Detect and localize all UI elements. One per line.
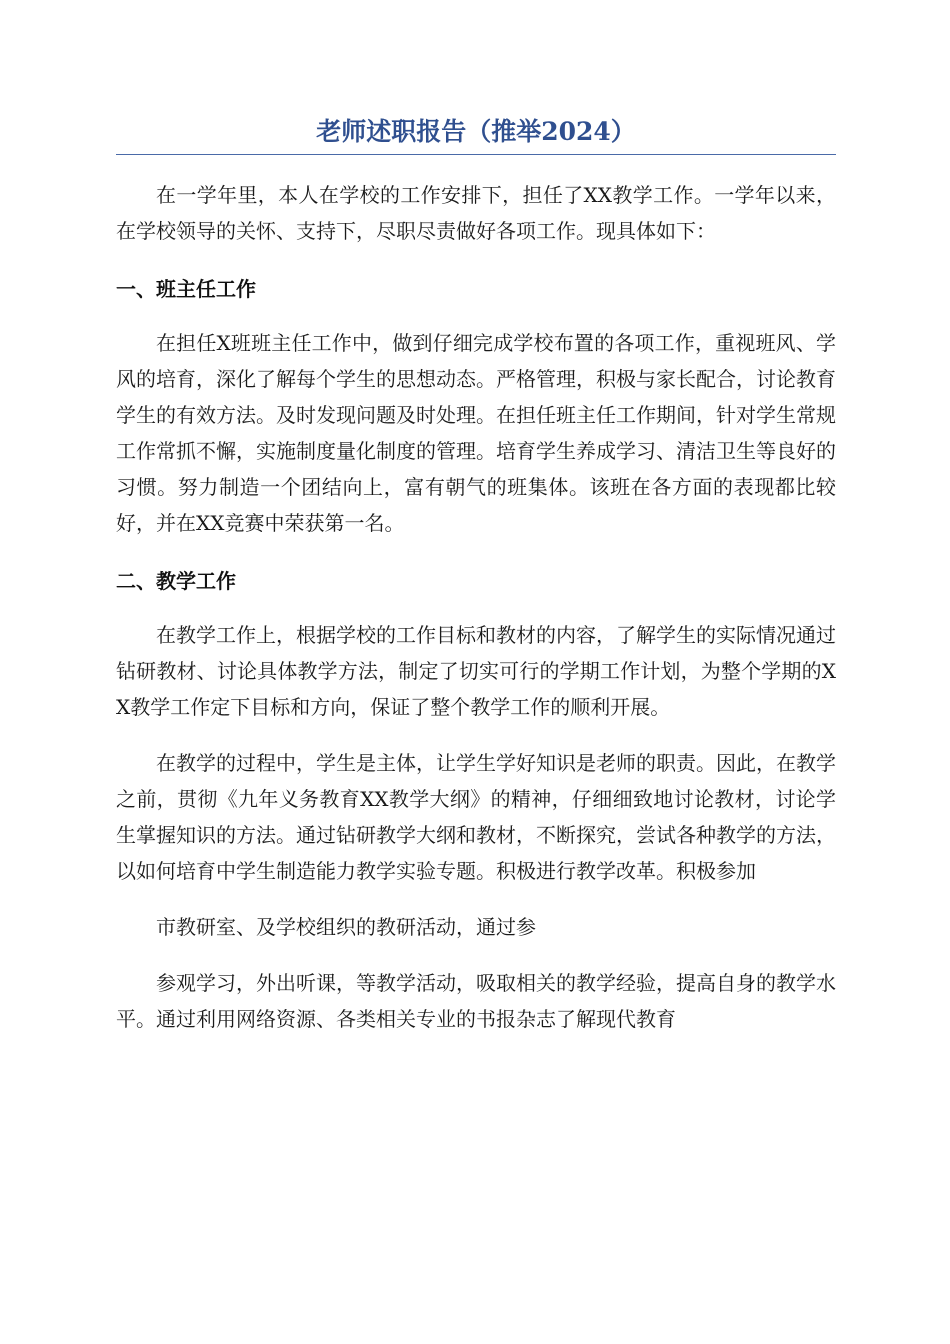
section1-heading: 一、班主任工作: [116, 277, 256, 301]
section2-heading: 二、教学工作: [116, 569, 236, 593]
section1-paragraph: 在担任X班班主任工作中，做到仔细完成学校布置的各项工作，重视班风、学风的培育，深化了解每个学生的思想动态。严格管理，积极与家长配合，讨论教育学生的有效方法。及时发现问题及时处理。在担任班主任工作期间，针对学生常规工作常抓不懈，实施制度量化制度的管理。培育学生养成学习、清洁卫生等良好的习惯。努力制造一个团结向上，富有朝气的班集体。该班在各方面的表现都比较好，并在XX竞赛中荣获第一名。: [116, 331, 836, 535]
document-body: [116, 112, 836, 1037]
document-title: 老师述职报告（推举2024）: [116, 112, 836, 155]
section2-paragraph-2: 在教学的过程中，学生是主体，让学生学好知识是老师的职责。因此，在教学之前，贯彻《九年义务教育XX教学大纲》的精神，仔细细致地讨论教材，讨论学生掌握知识的方法。通过钻研教学大纲和教材，不断探究，尝试各种教学的方法，以如何培育中学生制造能力教学实验专题。积极进行教学改革。积极参加: [116, 751, 836, 883]
section2-paragraph-3: 市教研室、及学校组织的教研活动，通过参: [156, 915, 536, 939]
intro-paragraph: 在一学年里，本人在学校的工作安排下，担任了XX教学工作。一学年以来，在学校领导的关怀、支持下，尽职尽责做好各项工作。现具体如下：: [116, 183, 836, 243]
section2-paragraph-4: 参观学习，外出听课，等教学活动，吸取相关的教学经验，提高自身的教学水平。通过利用网络资源、各类相关专业的书报杂志了解现代教育: [116, 971, 836, 1031]
section2-paragraph-1: 在教学工作上，根据学校的工作目标和教材的内容，了解学生的实际情况通过钻研教材、讨论具体教学方法，制定了切实可行的学期工作计划，为整个学期的XX教学工作定下目标和方向，保证了整个教学工作的顺利开展。: [116, 623, 836, 719]
